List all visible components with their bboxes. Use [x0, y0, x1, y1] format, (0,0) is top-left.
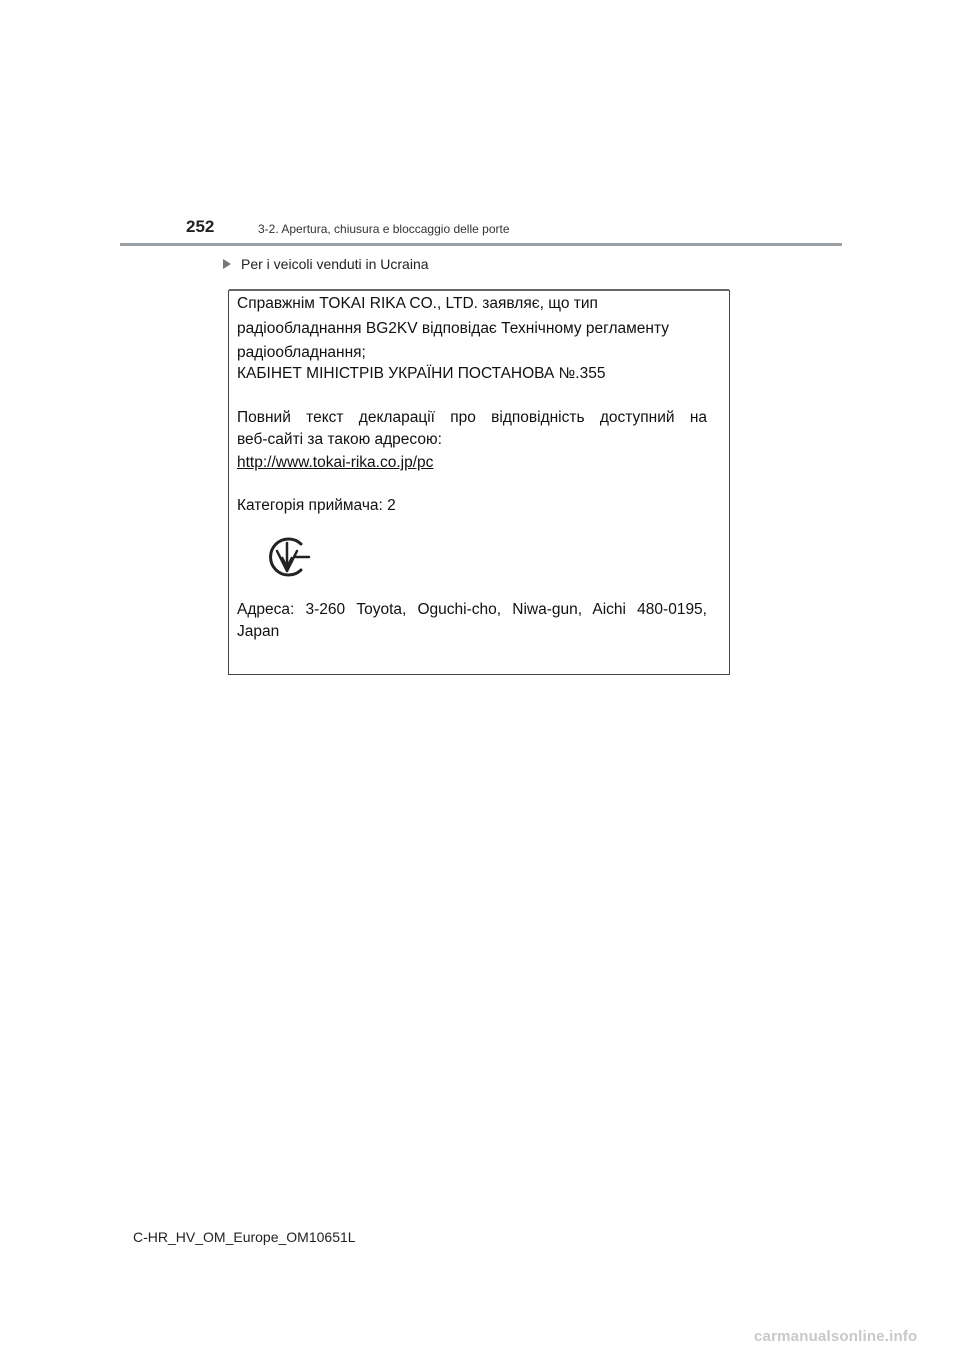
- caption: [223, 256, 429, 272]
- declaration-line-2: радіообладнання BG2KV відповідає Технічному регламенту: [237, 320, 670, 337]
- address-line-2: Japan: [237, 623, 280, 640]
- ukraine-conformity-mark-icon: [261, 531, 313, 583]
- declaration-line-6: веб-сайті за такою адресою:: [237, 431, 442, 448]
- declaration-line-3: радіообладнання;: [237, 344, 366, 361]
- footer-doc-code: C-HR_HV_OM_Europe_OM10651L: [133, 1229, 356, 1245]
- watermark: carmanualsonline.info: [754, 1328, 918, 1345]
- receiver-category: Категорія приймача: 2: [237, 497, 396, 514]
- declaration-line-1: Справжнім TOKAI RIKA CO., LTD. заявляє, що тип: [237, 295, 598, 312]
- address-line-1: Адреса: 3-260 Toyota, Oguchi-cho, Niwa-gun, Aichi 480-0195,: [237, 601, 707, 618]
- triangle-bullet-icon: [223, 259, 231, 269]
- section-title: 3-2. Apertura, chiusura e bloccaggio delle porte: [258, 222, 510, 236]
- header-rule: [120, 243, 842, 246]
- declaration-line-4: КАБІНЕТ МІНІСТРІВ УКРАЇНИ ПОСТАНОВА №.355: [237, 365, 606, 382]
- page-number: 252: [186, 217, 215, 236]
- declaration-url[interactable]: http://www.tokai-rika.co.jp/pc: [237, 454, 434, 471]
- box-top-rule: [229, 289, 729, 291]
- declaration-box: [228, 290, 730, 675]
- caption-text: Per i veicoli venduti in Ucraina: [241, 256, 429, 272]
- declaration-line-5: Повний текст декларації про відповідність доступний на: [237, 409, 707, 426]
